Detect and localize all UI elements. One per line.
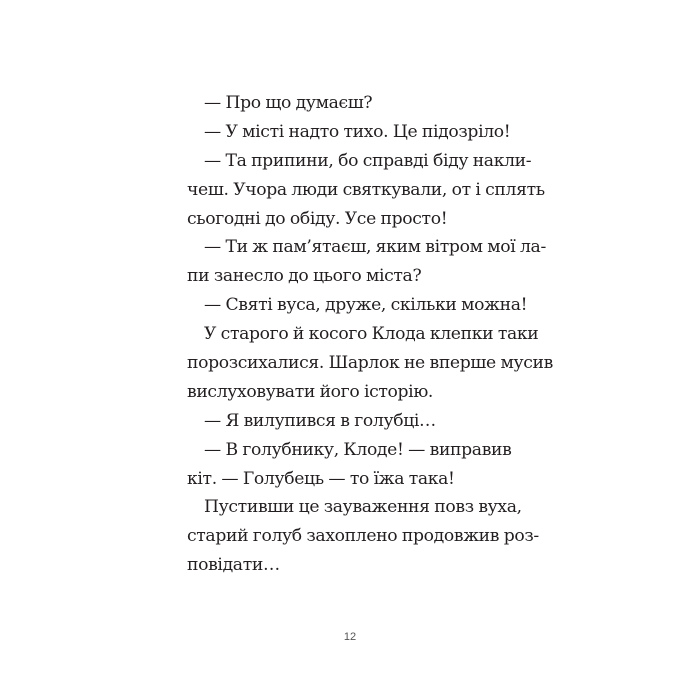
page-number: 12 <box>343 631 357 643</box>
text-line: — Святі вуса, друже, скільки можна! <box>204 295 528 316</box>
page-text <box>187 89 553 580</box>
text-line: чеш. Учора люди святкували, от і сплять <box>187 179 545 200</box>
text-line: порозсихалися. Шарлок не вперше мусив <box>187 353 553 374</box>
text-line: — У місті надто тихо. Це підозріло! <box>204 121 511 142</box>
text-line: — Про що думаєш? <box>204 93 373 113</box>
text-line: Пустивши це зауваження повз вуха, <box>204 497 522 518</box>
text-line: — Ти ж пам’ятаєш, яким вітром мої ла- <box>204 237 546 258</box>
text-line: старий голуб захоплено продовжив роз- <box>187 526 539 547</box>
text-line: повідати… <box>187 555 280 576</box>
text-line: — В голубнику, Клоде! — виправив <box>204 439 512 460</box>
text-line: — Я вилупився в голубці… <box>204 410 436 431</box>
text-line: кіт. — Голубець — то їжа така! <box>187 468 455 489</box>
text-line: У старого й косого Клода клепки таки <box>204 324 539 345</box>
text-line: — Та припини, бо справді біду накли- <box>204 150 532 171</box>
text-line: сьогодні до обіду. Усе просто! <box>187 208 448 229</box>
text-line: вислуховувати його історію. <box>187 381 434 402</box>
text-line: пи занесло до цього міста? <box>187 266 422 287</box>
